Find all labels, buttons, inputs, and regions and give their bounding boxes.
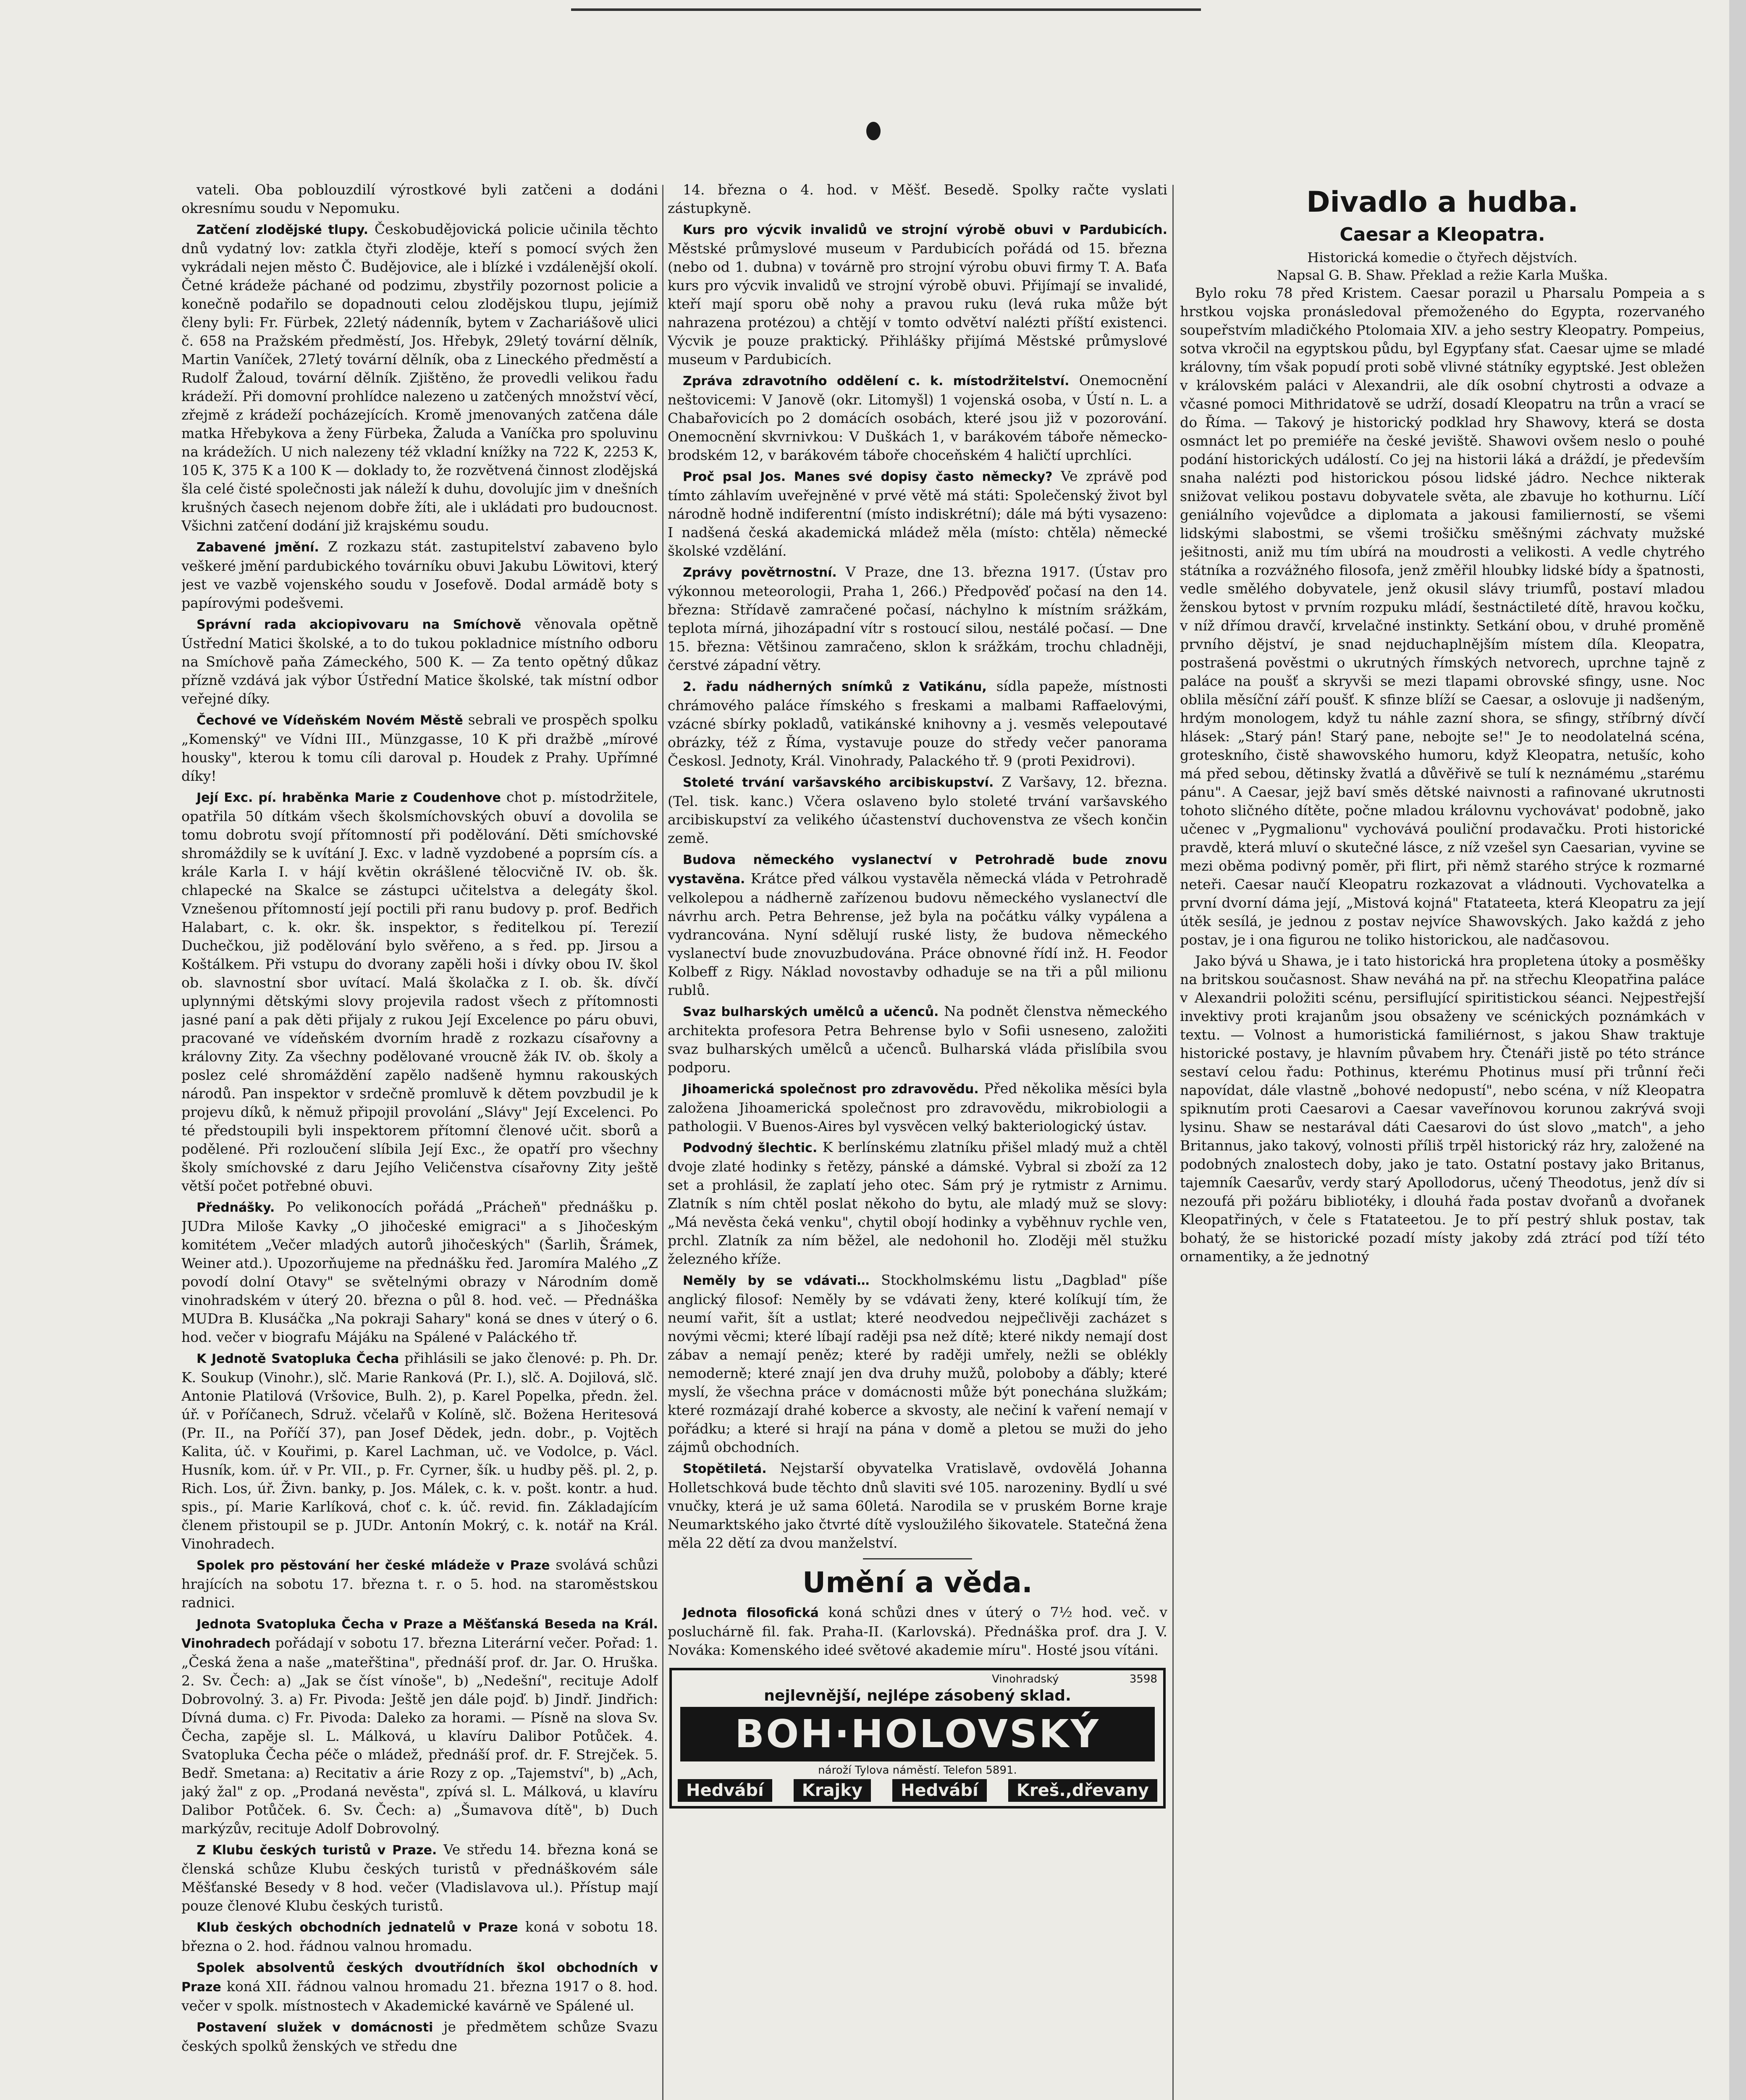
news-item-lead: Neměly by se vdávati… bbox=[683, 1273, 870, 1288]
news-item-lead: Kurs pro výcvik invalidů ve strojní výrobě obuvi v Pardubicích. bbox=[683, 223, 1167, 237]
news-item-lead: K Jednotě Svatopluka Čecha bbox=[197, 1352, 399, 1366]
news-item bbox=[181, 1958, 658, 2015]
news-item-lead: Klub českých obchodních jednatelů v Praze bbox=[197, 1920, 518, 1935]
news-item-text: sídla papeže, místnosti chrámového paláce římského s freskami a malbami Raffaelovými, vzácné sbírky pokladů, vatikánské knihovny a j. vesměs velepoutavé obrázky, též z Říma, vystavuje pouze do středy večer panorama Českosl. Jednoty, Král. Vinohrady, Palackého tř. 9 (proti Pexidrovi). bbox=[668, 678, 1167, 769]
news-item bbox=[181, 711, 658, 785]
news-item bbox=[181, 788, 658, 1195]
news-item bbox=[181, 220, 658, 535]
news-item bbox=[668, 563, 1167, 675]
news-item-text: 14. března o 4. hod. v Měšť. Besedě. Spolky račte vyslati zástupkyně. bbox=[668, 181, 1167, 216]
news-item-lead: Přednášky. bbox=[197, 1200, 275, 1215]
column-2-articles bbox=[668, 181, 1167, 1552]
news-item-lead: Správní rada akciopivovaru na Smíchově bbox=[197, 617, 522, 632]
news-item-lead: Stoleté trvání varšavského arcibiskupství. bbox=[683, 775, 994, 790]
news-item-lead: Z Klubu českých turistů v Praze. bbox=[197, 1843, 437, 1858]
news-item bbox=[668, 467, 1167, 560]
column-1 bbox=[181, 181, 658, 2100]
news-item bbox=[181, 1614, 658, 1838]
ad-top-line bbox=[672, 1670, 1163, 1685]
umeni-heading: Umění a věda. bbox=[802, 1566, 1033, 1599]
news-item bbox=[668, 1138, 1167, 1268]
news-item bbox=[668, 677, 1167, 770]
review-paragraph: Jako bývá u Shawa, je i tato historická hra propletena útoky a posměšky na britskou současnost. Shaw neváhá na př. na střechu Kleopatřina paláce v Alexandrii položiti scénu, persiflující spiritistickou séanci. Nejpestřejší invektivy proti krajanům jsou obsaženy ve scénických poznámkách v textu. — Volnost a humoristická familiérnost, s jakou Shaw traktuje historické postavy, je hlavním půvabem hry. Čtenáři jistě po této stránce sestaví celou řadu: Pothinus, kterému Photinus musí při trůnní řeči napovídat, dále vlastně „bohové nedopustí", nebo scéna, v níž Kleopatra spiknutím proti Caesarovi a Caesar vaveřínovou korunou zakrývá svoji lysinu. Shaw se nestarával dáti Caesarovi do úst slovo „match", a jeho Britannus, jako takový, volnosti příliš trpěl historický ráz hry, založené na podobných znalostech doby, jako je tato. Ostatní postavy jako Britanus, tajemník Caesarův, verdy starý Apollodorus, učený Theodotus, jenž dív si nezoufá při požáru bibliotéky, i dlouhá řada postav dvořanů a dvořanek Kleopatřiných, v čele s Ftatateetou. Je to pří pestrý shluk postav, tak bohatý, že se historické pozadí místy jakoby zdá ztrácí pod tíží této ornamentiky, a že jednotný bbox=[1180, 953, 1705, 1265]
news-item-text: Na podnět členstva německého architekta profesora Petra Behrense bylo v Sofii usneseno, založiti svaz bulharských umělců a učenců. Bulharská vláda přislíbila svou podporu. bbox=[668, 1003, 1167, 1076]
ad-number: 3598 bbox=[1129, 1673, 1157, 1685]
column-3 bbox=[1180, 181, 1705, 2100]
news-item bbox=[181, 1556, 658, 1612]
news-item-text: pořádají v sobotu 17. března Literární večer. Pořad: 1. „Česká žena a naše „mateřština", přednáší prof. dr. Jar. O. Hruška. 2. Sv. Čech: a) „Jak se číst vínoše", b) „Nedešní", recituje Adolf Dobrovolný. 3. a) Fr. Pivoda: Ještě jen dále pojď. b) Jindř. Jindřich: Dívná duma. c) Fr. Pivoda: Daleko za horami. — Písně na slova Sv. Čecha, zapěje sl. L. Málková, u klavíru Dalibor Potůček. 4. Svatopluka Čecha péče o mládež, přednáší prof. dr. F. Strejček. 5. Bedř. Smetana: a) Recitativ a árie Rozy z op. „Tajemství", b) „Ach, jaký žal" z op. „Prodaná nevěsta", zpívá sl. L. Málková, u klavíru Dalibor Potůček. 6. Sv. Čech: a) „Šumavova dítě", b) Duch markýzův, recituje Adolf Dobrovolný. bbox=[181, 1635, 658, 1837]
news-item-text: sebrali ve prospěch spolku „Komenský" ve Vídni III., Münzgasse, 10 K při dražbě „mírové housky", kterou k tomu cíli daroval p. Houdek z Prahy. Upřímné díky! bbox=[181, 711, 658, 784]
top-rule bbox=[571, 0, 1201, 11]
news-item-text: Ve středu 14. března koná se členská schůze Klubu českých turistů v přednáškovém sále Měšťanské Besedy v 8 hod. večer (Vladislavova ul.). Přístup mají pouze členové Klubu českých turistů. bbox=[181, 1841, 658, 1914]
news-item-lead: Jednota Svatopluka Čecha v Praze a Měšťanská Beseda na Král. Vinohradech bbox=[181, 1617, 658, 1651]
news-item bbox=[181, 1840, 658, 1915]
news-item-lead: Čechové ve Vídeňském Novém Městě bbox=[197, 713, 463, 728]
ad-tag: Hedvábí bbox=[678, 1779, 772, 1802]
news-item bbox=[668, 1002, 1167, 1077]
news-item-lead: Zpráva zdravotního oddělení c. k. místodržitelství. bbox=[683, 374, 1070, 388]
page-edge bbox=[1729, 0, 1746, 2100]
news-item-lead: Proč psal Jos. Manes své dopisy často německy? bbox=[683, 470, 1053, 484]
ad-tag: Kreš.,dřevany bbox=[1008, 1779, 1157, 1802]
news-item-text: Nejstarší obyvatelka Vratislavě, ovdovělá Johanna Holletschková bude těchto dnů slaviti své 105. narozeniny. Bydlí u své vnučky, která je už sama 60letá. Narodila se v pruském Borne kraje Neumarktského jako čtvrté dítě vysloužilého šikovatele. Statečná žena měla 22 dětí za dvou manželství. bbox=[668, 1460, 1167, 1551]
ad-brand: BOH·HOLOVSKÝ bbox=[680, 1707, 1155, 1761]
news-item-lead: Spolek pro pěstování her české mládeže v Praze bbox=[197, 1558, 550, 1573]
news-item bbox=[668, 850, 1167, 1000]
ad-tags bbox=[672, 1779, 1163, 1806]
column-divider bbox=[662, 185, 663, 2100]
news-item-lead: Budova německého vyslanectví v Petrohradě bude znovu vystavěna. bbox=[668, 853, 1167, 887]
news-item-lead: Spolek absolventů českých dvoutřídních škol obchodních v Praze bbox=[181, 1961, 658, 1995]
news-item-lead: Zabavené jmění. bbox=[197, 540, 319, 555]
news-item-lead: Podvodný šlechtic. bbox=[683, 1141, 818, 1155]
review-paragraph: Bylo roku 78 před Kristem. Caesar porazil u Pharsalu Pompeia a s hrstkou vojska pronásledoval přemoženého do Egypta, rozervaného soupeřstvím mladičkého Ptolomaia XIV. a jeho sestry Kleopatry. Pompeius, sotva vkročil na egyptskou půdu, byl Egypťany sťat. Caesar ujme se mladé královny, tím však popudí proti sobě vlivné státníky egyptské. Jest obležen v královském paláci v Alexandrii, ale dík osobní chytrosti a odvaze a včasné pomoci Mithridatově se udrží, dosadí Kleopatru na trůn a vrací se do Říma. — Takový je historický podklad hry Shawovy, která se dosta osmnáct let po premiéře na české jeviště. Shawovi ovšem neslo o pouhé podání historických událostí. Co jej na historii láká a dráždí, je především snaha nalézti pod historickou pósou lidské jádro. Nechce nikterak snižovat velikou postavu dobyvatele světa, ale zbavuje ho kothurnu. Líčí geniálního vojevůdce a diplomata a jakousi familierností, se všemi lidskými slabostmi, se všemi trošičku směšnými záchvaty mužské ješitnosti, aniž mu tím ubírá na moudrosti a velikosti. A vedle chytrého státníka a rozvážného filosofa, jenž změřil hloubky lidské bídy a špatnosti, vedle smělého dobyvatele, jenž okusil slávy triumfů, postaví mladou ženskou bytost v prvním rozpuku mládí, šestnáctileté dítě, hravou kočku, v níž dřímou dravčí, krvelačné instinkty. Setkání obou, v druhé proměně prvního dějství, je snad nejduchaplnějším místem díla. Kleopatra, postrašená pověstmi o ukrutných římských netvorech, uprchne tajně z paláce na poušť a skryvši se mezi tlapami obrovské sfingy, usne. Noc oblila měsíční září poušť. K sfinze blíží se Caesar, a oslovuje ji nadšeným, hrdým monologem, když tu náhle zazní shora, se sfingy, stříbrný dívčí hlásek: „Starý pán! Starý pane, nebojte se!" Je to neodolatelná scéna, groteskního, čistě shawovského humoru, když Kleopatra, netušíc, koho má před sebou, dětinsky žvatlá a důvěřivě se tulí k neznámému „starému pánu". A Caesar, jejž baví směs dětské naivnosti a rafinované ukrutnosti tohoto sličného dítěte, počne mladou královnu vychovávat' podobně, jako učenec v „Pygmalionu" vychovává pouliční prodavačku. Proti historické pravdě, která mluví o skutečné lásce, z níž vzešel syn Caesarian, vyvine se mezi oběma podivný poměr, při flirt, při němž starého strýce k rozmarné neteři. Caesar naučí Kleopatru rozkazovat a vládnouti. Vychovatelka a první dvorní dáma její, „Mistová kojná" Ftatateeta, která Kleopatru za její útěk sesílá, je jednou z postav nejvíce Shawovských. Jako každá z jeho postav, je i ona figurou ne toliko historickou, ale nadčasovou. bbox=[1180, 285, 1705, 948]
news-item-text: Onemocnění neštovicemi: V Janově (okr. Litomyšl) 1 vojenská osoba, v Ústí n. L. a Chabařovicích po 2 domácích osobách, které jsou již v pozorování. Onemocnění skvrnivkou: V Duškách 1, v barákovém táboře německo-brodském 12, v barákovém táboře choceňském 4 haličtí uprchlíci. bbox=[668, 372, 1167, 463]
news-item bbox=[668, 181, 1167, 218]
news-item-text: vateli. Oba poblouzdilí výrostkové byli zatčeni a dodáni okresnímu soudu v Nepomuku. bbox=[181, 181, 658, 216]
news-item-text: Z Varšavy, 12. března. (Tel. tisk. kanc.) Včera oslaveno bylo stoleté trvání varšavského arcibiskupství za velikého účastenství duchovenstva ze všech končin země. bbox=[668, 774, 1167, 846]
ad-place: Vinohradský bbox=[992, 1673, 1059, 1685]
play-genre: Historická komedie o čtyřech dějstvích. bbox=[1307, 249, 1578, 265]
news-item-text: Z rozkazu stát. zastupitelství zabaveno bylo veškeré jmění pardubického továrníku obuvi Jakubu Löwitovi, který jest ve vazbě vojenského soudu v Josefově. Dodal armádě boty s papírovými podešvemi. bbox=[181, 538, 658, 611]
column-divider bbox=[1172, 185, 1174, 2100]
news-item-lead: Stopětiletá. bbox=[683, 1462, 767, 1476]
news-item bbox=[181, 1198, 658, 1347]
play-credits: Napsal G. B. Shaw. Překlad a režie Karla Muška. bbox=[1277, 267, 1608, 283]
news-item-text: přihlásili se jako členové: p. Ph. Dr. K. Soukup (Vinohr.), slč. Marie Ranková (Pr. I.), slč. A. Dojilová, slč. Antonie Platilová (Vršovice, Bulh. 2), p. Karel Popelka, předn. žel. úř. v Poříčanech, Sdruž. včelařů v Kolíně, slč. Božena Heritesová (Pr. II., na Poříčí 37), pan Josef Dědek, jedn. dobr., p. Vojtěch Kalita, úč. v Kouřimi, p. Karel Lachman, uč. ve Vodolce, p. Václ. Husník, kom. úř. v Pr. VII., p. Fr. Cyrner, šík. u hudby pěš. pl. 2, p. Rich. Los, úř. Živn. banky, p. Jos. Málek, c. k. v. pošt. kontr. a hud. spis., pí. Marie Karlíková, choť c. k. úč. revid. fin. Základajícím členem přistoupil se p. JUDr. Antonín Mokrý, c. k. notář na Král. Vinohradech. bbox=[181, 1350, 658, 1552]
news-item-text: Před několika měsíci byla založena Jihoamerická společnost pro zdravovědu, mikrobiologii a pathologii. V Buenos-Aires byl vysvěcen velký bakteriologický ústav. bbox=[668, 1080, 1167, 1134]
news-item bbox=[668, 220, 1167, 369]
column-2 bbox=[668, 181, 1167, 2100]
news-item-lead: Jihoamerická společnost pro zdravovědu. bbox=[683, 1082, 979, 1097]
news-item bbox=[181, 1349, 658, 1553]
umeni-articles bbox=[668, 1603, 1167, 1659]
advertisement bbox=[669, 1668, 1166, 1809]
ad-tag: Krajky bbox=[794, 1779, 871, 1802]
section-rule bbox=[863, 1558, 972, 1559]
ad-tag: Hedvábí bbox=[892, 1779, 987, 1802]
ad-slogan: nejlevnější, nejlépe zásobený sklad. bbox=[764, 1687, 1071, 1704]
news-item bbox=[668, 1603, 1167, 1659]
news-item-text: koná schůzi dnes v úterý o 7½ hod. več. v posluchárně fil. fak. Praha-II. (Karlovská). Přednáška prof. dra J. V. Nováka: Komenského ideé světové akademie míru". Hosté jsou vítáni. bbox=[668, 1604, 1167, 1658]
news-item-lead: Její Exc. pí. hraběnka Marie z Coudenhove bbox=[197, 790, 501, 805]
news-item-text: věnovala opětně Ústřední Matici školské, a to do tukou pokladnice místního odboru na Smíchově paňa Zámeckého, 500 K. — Za tento opětný důkaz přízně vzdává jak výbor Ústřední Matice školské, tak místní odbor veřejné díky. bbox=[181, 616, 658, 707]
review-body bbox=[1180, 284, 1705, 1266]
news-item bbox=[668, 371, 1167, 465]
news-item-text: Po velikonocích pořádá „Prácheň" přednášku p. JUDra Miloše Kavky „O jihočeské emigraci" a s Jihočeským komitétem „Večer mladých autorů jihočeských" (Šarlih, Šrámek, Weiner atd.). Upozorňujeme na přednášku řed. Jaromíra Malého „Z povodí dolní Otavy" se světelnými obrazy v Národním domě vinohradském v úterý 20. března o půl 8. hod. več. — Přednáška MUDra B. Klusáčka „Na pokraji Sahary" koná se dnes v úterý o 6. hod. večer v biografu Májáku na Spálené v Paláckého tř. bbox=[181, 1199, 658, 1345]
news-item-text: Krátce před válkou vystavěla německá vláda v Petrohradě velkolepou a nádherně zařízenou budovu německého vyslanectví dle návrhu arch. Petra Behrense, jež byla na počátku války vypálena a vydrancována. Nyní sdělují ruské listy, že budova německého vyslanectví bude znovuzbudována. Práce obnovné řídí inž. H. Feodor Kolbeff z Rigy. Náklad novostavby odhaduje se na tři a půl milionu rublů. bbox=[668, 870, 1167, 998]
news-item-lead: Postavení služek v domácnosti bbox=[197, 2020, 433, 2035]
news-item-text: Městské průmyslové museum v Pardubicích pořádá od 15. března (nebo od 1. dubna) v továrně pro strojní výrobu obuvi firmy T. A. Baťa kurs pro výcvik invalidů ve strojní výrobě obuvi. Přijímají se invalidé, kteří mají sporu obě nohy a pravou ruku (levá ruka může být nahrazena protézou) a chtějí v tomto odvětví nalézti příští existenci. Výcvik je pouze praktický. Přihlášky přijímá Městské průmyslové museum v Pardubicích. bbox=[668, 240, 1167, 368]
news-item bbox=[668, 773, 1167, 848]
news-item-text: Ve zprávě pod tímto záhlavím uveřejněné v prvé větě má státi: Společenský život byl národně hodně indiferentní (místo indiskrétní); dále má býti vysazeno: I nadšená česká akademická mládež měla (místo: chtěla) německé školské vzdělání. bbox=[668, 468, 1167, 559]
punch-hole bbox=[866, 122, 881, 140]
news-item-text: Stockholmskému listu „Dagblad" píše anglický filosof: Neměly by se vdávati ženy, které kolíkují tím, že neumí vařit, šít a ustlat; které neodvedou nejpečlivěji zacházet s novými věcmi; které líbají raději psa než dítě; které nikdy nemají dost zábav a nemají peněz; které by raději umřely, nežli se oblékly nemoderně; které znají jen dva druhy mužů, poloboby a ďábly; které myslí, že všechna práce v domácnosti může být ponechána služkám; které rozmázají drahé koberce a skvosty, ale nečiní k vaření nemají v pořádku; a které si hrají na pána v domě a pletou se muži do jeho zájmů obchodních. bbox=[668, 1272, 1167, 1455]
news-item-lead: Zprávy povětrnostní. bbox=[683, 565, 837, 580]
news-item-text: chot p. místodržitele, opatřila 50 dítkám všech školsmíchovských obuví a dovolila se tomu dobrotu svojí přítomností při podělování. Děti smíchovské shromáždily se k uvítání J. Exc. v ladně vyzdobené a poprsím cís. a krále Karla I. v hájí květin okrášlené tělocvičně IV. ob. šk. chlapecké na Skalce se zástupci učitelstva a delegáty škol. Vznešenou přítomností její poctili při ranu budovy p. prof. Bedřich Halabart, c. k. okr. šk. inspektor, s ředitelkou pí. Terezií Duchečkou, již podělování bylo svěřeno, a s řed. pp. Jirsou a Koštálkem. Při vstupu do dvorany zapěli hoši i dívky obou IV. škol ob. slavnostní sbor uvítací. Malá školačka z I. ob. šk. dívčí uplynnými dětskými slovy projevila radost všech z přítomnosti jasné paní a pak děti přijaly z rukou Její Excelence po páru obuvi, pracované ve vídeňském dvorním hradě z rozkazu císařovny a královny Zity. Za všechny podělované vroucně žák IV. ob. školy a poslez celé shromáždění zapělo nadšeně hymnu rakouských národů. Pan inspektor v srdečně promluvě k dětem povzbudil je k projevu díků, k němuž připojil provolání „Slávy" Její Excelenci. Po té předstoupili byli inspektorem přítomní členové učit. sborů a podělené. Při rozloučení slíbila Její Exc., že opatří pro všechny školy smíchovské z daru Jejího Veličenstva císařovny Zity ještě větší počet potřebné obuvi. bbox=[181, 789, 658, 1194]
news-item-text: svolává schůzi hrajících na sobotu 17. března t. r. o 5. hod. na staroměstskou radnici. bbox=[181, 1557, 658, 1611]
news-item-text: K berlínskému zlatníku přišel mladý muž a chtěl dvoje zlaté hodinky s řetězy, pánské a dámské. Vybral si zboží za 12 set a prohlásil, že zaplatí jeho otec. Sám prý je rytmistr z Arnimu. Zlatník s ním chtěl poslat někoho do bytu, ale mladý muž se slovy: „Má nevěsta čeká venku", chytil obojí hodinky a vyběhnuv rychle ven, prchl. Zlatník za ním běžel, ale nedohonil ho. Zloději měl stužku železného kříže. bbox=[668, 1139, 1167, 1267]
ad-address: nároží Tylova náměstí. Telefon 5891. bbox=[818, 1764, 1017, 1777]
news-item bbox=[668, 1079, 1167, 1136]
news-item-text: V Praze, dne 13. března 1917. (Ústav pro výkonnou meteorologii, Praha 1, 266.) Předpověď počasí na den 14. března: Střídavě zamračené počasí, náchylno k místním srážkám, teplota mírná, jihozápadní vítr s rostoucí silou, nestálé počasí. — Dne 15. března: Většinou zamračeno, sklon k srážkám, trochu chladněji, čerstvé západní větry. bbox=[668, 564, 1167, 673]
news-item-text: Českobudějovická policie učinila těchto dnů vydatný lov: zatkla čtyři zloděje, kteří s pomocí svých žen vykrádali nejen město Č. Budějovice, ale i blízké i vzdálenější okolí. Četné krádeže páchané od podzimu, zbystřily pozornost policie a konečně podařilo se dopadnouti celou zlodějskou tlupu, jejímiž členy byli: Fr. Fürbek, 22letý nádenník, bytem v Zachariášově ulici č. 658 na Pražském předměstí, Jos. Hřebyk, 29letý tovární dělník, Martin Vaníček, 27letý tovární dělník, oba z Lineckého předměstí a Rudolf Žaloud, tovární dělník. Zjištěno, že provedli velikou řadu krádeží. Při domovní prohlídce nalezeno u zatčených množství věcí, zřejmě z krádeží pocházejících. Kromě jmenovaných zatčena dále matka Hřebykova a ženy Fürbeka, Žaluda a Vaníčka pro spoluvinu na krádežích. U nich nalezeny též vkladní knížky na 722 K, 2253 K, 105 K, 375 K a 100 K — doklady to, že rozvětvená činnost zlodějská šla celé čisté společnosti jak náleží k duhu, dovolujíc jim v dnešních krušných časech nejenom dobře žíti, ale i ukládati pro budoucnost. Všichni zatčení dodání již krajskému soudu. bbox=[181, 221, 658, 534]
news-item-lead: Jednota filosofická bbox=[683, 1606, 819, 1620]
news-item bbox=[181, 2018, 658, 2055]
divadlo-heading: Divadlo a hudba. bbox=[1306, 186, 1578, 219]
news-item-text: je předmětem schůze Svazu českých spolků ženských ve středu dne bbox=[181, 2019, 658, 2054]
news-item-lead: 2. řadu nádherných snímků z Vatikánu, bbox=[683, 680, 987, 694]
news-item-lead: Zatčení zlodějské tlupy. bbox=[197, 223, 369, 237]
news-item-text: koná v sobotu 18. března o 2. hod. řádnou valnou hromadu. bbox=[181, 1919, 658, 1954]
news-item-text: koná XII. řádnou valnou hromadu 21. března 1917 o 8. hod. večer v spolk. místnostech v Akademické kavárně ve Spálené ul. bbox=[181, 1978, 658, 2014]
news-item bbox=[181, 181, 658, 218]
news-item bbox=[181, 538, 658, 612]
news-item bbox=[181, 615, 658, 708]
news-item-lead: Svaz bulharských umělců a učenců. bbox=[683, 1005, 939, 1019]
news-item bbox=[181, 1918, 658, 1956]
play-title: Caesar a Kleopatra. bbox=[1340, 224, 1545, 245]
news-item bbox=[668, 1459, 1167, 1552]
news-item bbox=[668, 1271, 1167, 1457]
